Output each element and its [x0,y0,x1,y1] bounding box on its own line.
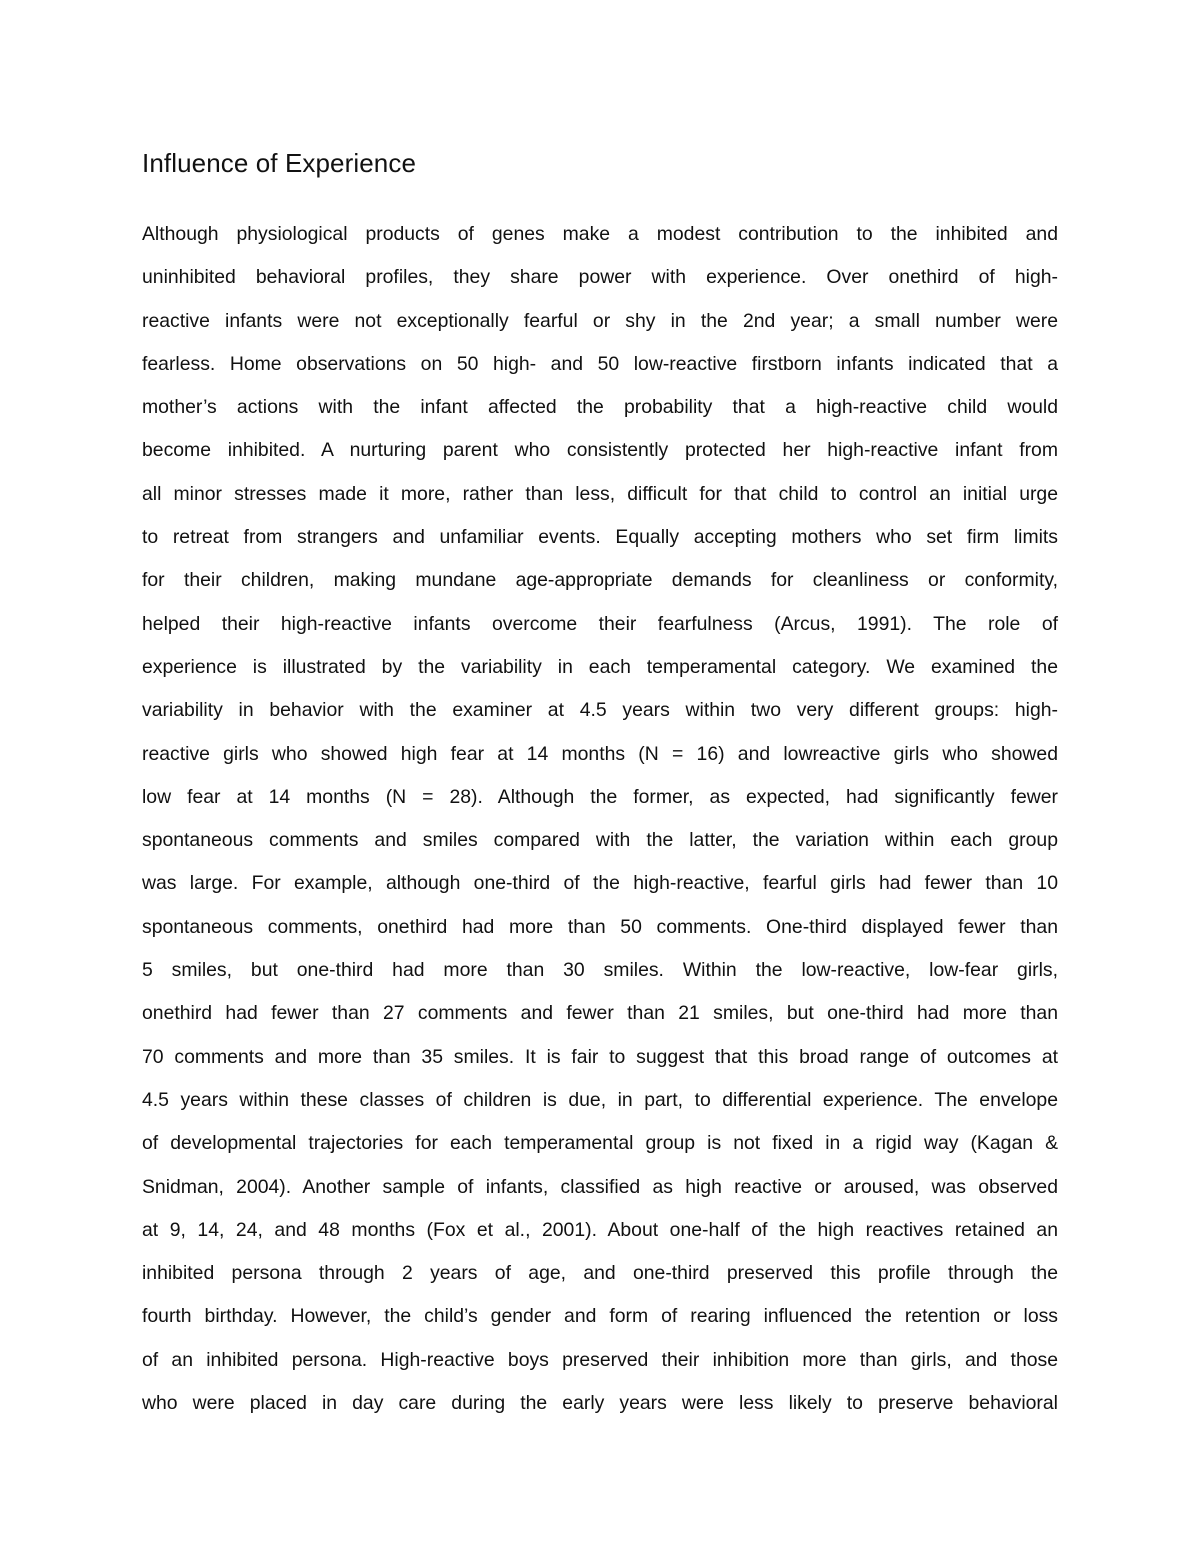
paragraph-line: to retreat from strangers and unfamiliar events. Equally accepting mothers who set firm limits [142,526,1058,549]
paragraph-line: variability in behavior with the examiner at 4.5 years within two very different groups: high- [142,699,1058,722]
paragraph-line: Although physiological products of genes make a modest contribution to the inhibited and [142,223,1058,245]
paragraph-line: 70 comments and more than 35 smiles. It is fair to suggest that this broad range of outcomes at [142,1045,1058,1068]
paragraph-line: spontaneous comments, onethird had more than 50 comments. One-third displayed fewer than [142,915,1058,938]
paragraph-line: mother’s actions with the infant affected the probability that a high-reactive child would [142,396,1058,419]
paragraph-line: 4.5 years within these classes of children is due, in part, to differential experience. The envelope [142,1088,1058,1111]
paragraph-line: was large. For example, although one-third of the high-reactive, fearful girls had fewer than 10 [142,872,1058,895]
paragraph-line: 5 smiles, but one-third had more than 30 smiles. Within the low-reactive, low-fear girls, [142,959,1058,982]
paragraph-line: of an inhibited persona. High-reactive boys preserved their inhibition more than girls, and those [142,1348,1058,1371]
paragraph-line: reactive girls who showed high fear at 14 months (N = 16) and lowreactive girls who showed [142,742,1058,765]
paragraph-line: helped their high-reactive infants overcome their fearfulness (Arcus, 1991). The role of [142,612,1058,635]
paragraph-line: uninhibited behavioral profiles, they share power with experience. Over onethird of high- [142,266,1058,289]
paragraph-line: experience is illustrated by the variability in each temperamental category. We examined the [142,655,1058,678]
paragraph-line: inhibited persona through 2 years of age, and one-third preserved this profile through the [142,1262,1058,1285]
paragraph-line: become inhibited. A nurturing parent who consistently protected her high-reactive infant from [142,439,1058,462]
body-paragraph [142,213,1058,1425]
paragraph-line: of developmental trajectories for each temperamental group is not fixed in a rigid way (Kagan & [142,1132,1058,1155]
paragraph-line: fourth birthday. However, the child’s gender and form of rearing influenced the retention or loss [142,1305,1058,1328]
paragraph-line: who were placed in day care during the early years were less likely to preserve behavioral [142,1392,1058,1415]
paragraph-line: at 9, 14, 24, and 48 months (Fox et al., 2001). About one-half of the high reactives retained an [142,1218,1058,1241]
paragraph-line: Snidman, 2004). Another sample of infants, classified as high reactive or aroused, was observed [142,1175,1058,1198]
paragraph-line: reactive infants were not exceptionally fearful or shy in the 2nd year; a small number were [142,309,1058,332]
paragraph-line: for their children, making mundane age-appropriate demands for cleanliness or conformity, [142,569,1058,592]
paragraph-line: all minor stresses made it more, rather than less, difficult for that child to control an initial urge [142,482,1058,505]
paragraph-line: spontaneous comments and smiles compared with the latter, the variation within each group [142,829,1058,852]
section-heading: Influence of Experience [142,148,417,178]
paragraph-line: low fear at 14 months (N = 28). Although the former, as expected, had significantly fewer [142,785,1058,808]
paragraph-line: fearless. Home observations on 50 high- and 50 low-reactive firstborn infants indicated that a [142,352,1058,375]
paragraph-line: onethird had fewer than 27 comments and fewer than 21 smiles, but one-third had more than [142,1002,1058,1025]
